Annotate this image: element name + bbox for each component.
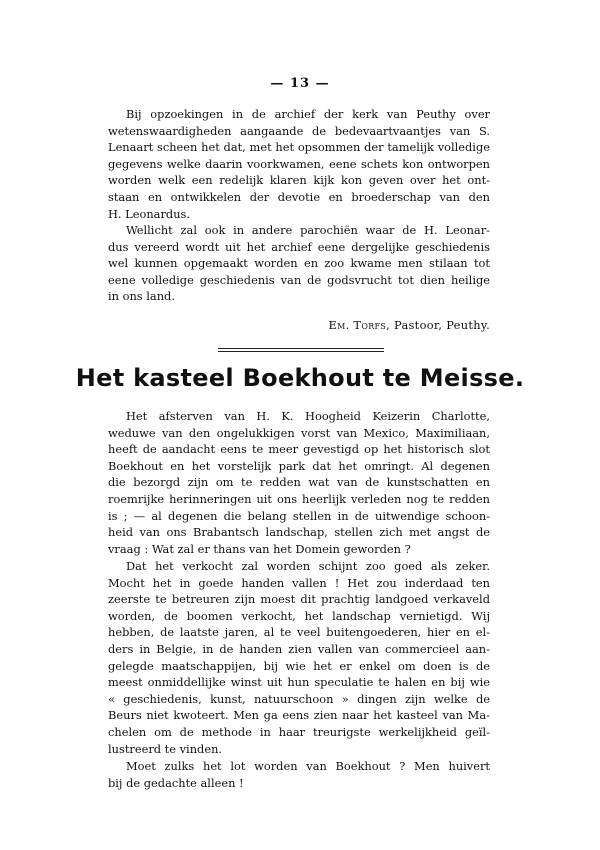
text-line: eene volledige geschiedenis van de godsvrucht tot dien heilige: [108, 272, 490, 287]
text-line: is ; — al degenen die belang stellen in de uitwendige schoon-: [108, 508, 490, 523]
page-number: — 13 —: [270, 76, 330, 91]
intro-paragraph-1: [108, 106, 490, 222]
text-line: roemrijke herinneringen uit ons heerlijk verleden nog te redden: [108, 491, 490, 506]
section-divider: [218, 348, 384, 352]
text-line: dus vereerd wordt uit het archief eene dergelijke geschiedenis: [108, 239, 490, 254]
text-line: Lenaart scheen het dat, met het opsommen der tamelijk volledige: [108, 140, 490, 155]
text-line: staan en ontwikkelen der devotie en broederschap van den: [108, 189, 490, 204]
text-line: Bij opzoekingen in de archief der kerk van Peuthy over: [126, 107, 490, 121]
text-line: hebben, de laatste jaren, al te veel buitengoederen, hier en el-: [108, 625, 490, 640]
author-signature: [270, 318, 490, 332]
text-line: bij de gedachte alleen !: [108, 775, 244, 790]
text-line: in ons land.: [108, 289, 175, 304]
text-line: die bezorgd zijn om te redden wat van de kunstschatten en: [108, 475, 490, 490]
text-line: wel kunnen opgemaakt worden en zoo kwame men stilaan tot: [108, 256, 490, 271]
text-line: heeft de aandacht eens te meer gevestigd op het historisch slot: [108, 442, 490, 457]
text-line: Boekhout en het vorstelijk park dat het omringt. Al degenen: [108, 458, 490, 473]
text-line: chelen om de methode in haar treurigste werkelijkheid geïl-: [108, 724, 490, 739]
text-line: ders in Belgie, in de handen zien vallen van commercieel aan-: [108, 641, 490, 656]
text-line: Moet zulks het lot worden van Boekhout ? Men huivert: [126, 759, 490, 773]
article-paragraph-1: [108, 408, 490, 557]
text-line: vraag : Wat zal er thans van het Domein geworden ?: [108, 541, 411, 556]
text-line: zeerste te betreuren zijn moest dit prachtig landgoed verkaveld: [108, 592, 490, 607]
article-paragraph-3: [108, 758, 490, 791]
text-line: « geschiedenis, kunst, natuurschoon » dingen zijn welke de: [108, 691, 490, 706]
text-line: worden welk een redelijk klaren kijk kon geven over het ont-: [108, 173, 490, 188]
text-line: Dat het verkocht zal worden schijnt zoo goed als zeker.: [126, 559, 490, 573]
author-name: Em. Torfs: [328, 318, 387, 332]
text-line: worden, de boomen verkocht, het landschap vernietigd. Wij: [108, 608, 490, 623]
text-line: wetenswaardigheden aangaande de bedevaartvaantjes van S.: [108, 123, 490, 138]
text-line: gelegde maatschappijen, bij wie het er enkel om doen is de: [108, 658, 490, 673]
text-line: Beurs niet kwoteert. Men ga eens zien naar het kasteel van Ma-: [108, 708, 490, 723]
article-title: Het kasteel Boekhout te Meisse.: [75, 364, 525, 392]
author-role: , Pastoor, Peuthy.: [386, 318, 490, 332]
text-line: heid van ons Brabantsch landschap, stellen zich met angst de: [108, 525, 490, 540]
text-line: Mocht het in goede handen vallen ! Het zou inderdaad ten: [108, 575, 490, 590]
text-line: lustreerd te vinden.: [108, 741, 223, 756]
text-line: Wellicht zal ook in andere parochiën waar de H. Leonar-: [126, 223, 490, 237]
text-line: Het afsterven van H. K. Hoogheid Keizerin Charlotte,: [126, 409, 490, 423]
text-line: meest onmiddellijke winst uit hun speculatie te halen en bij wie: [108, 675, 490, 690]
intro-paragraph-2: [108, 222, 490, 305]
text-line: H. Leonardus.: [108, 206, 191, 221]
article-paragraph-2: [108, 558, 490, 757]
text-line: weduwe van den ongelukkigen vorst van Mexico, Maximiliaan,: [108, 425, 490, 440]
text-line: gegevens welke daarin voorkwamen, eene schets kon ontworpen: [108, 156, 490, 171]
